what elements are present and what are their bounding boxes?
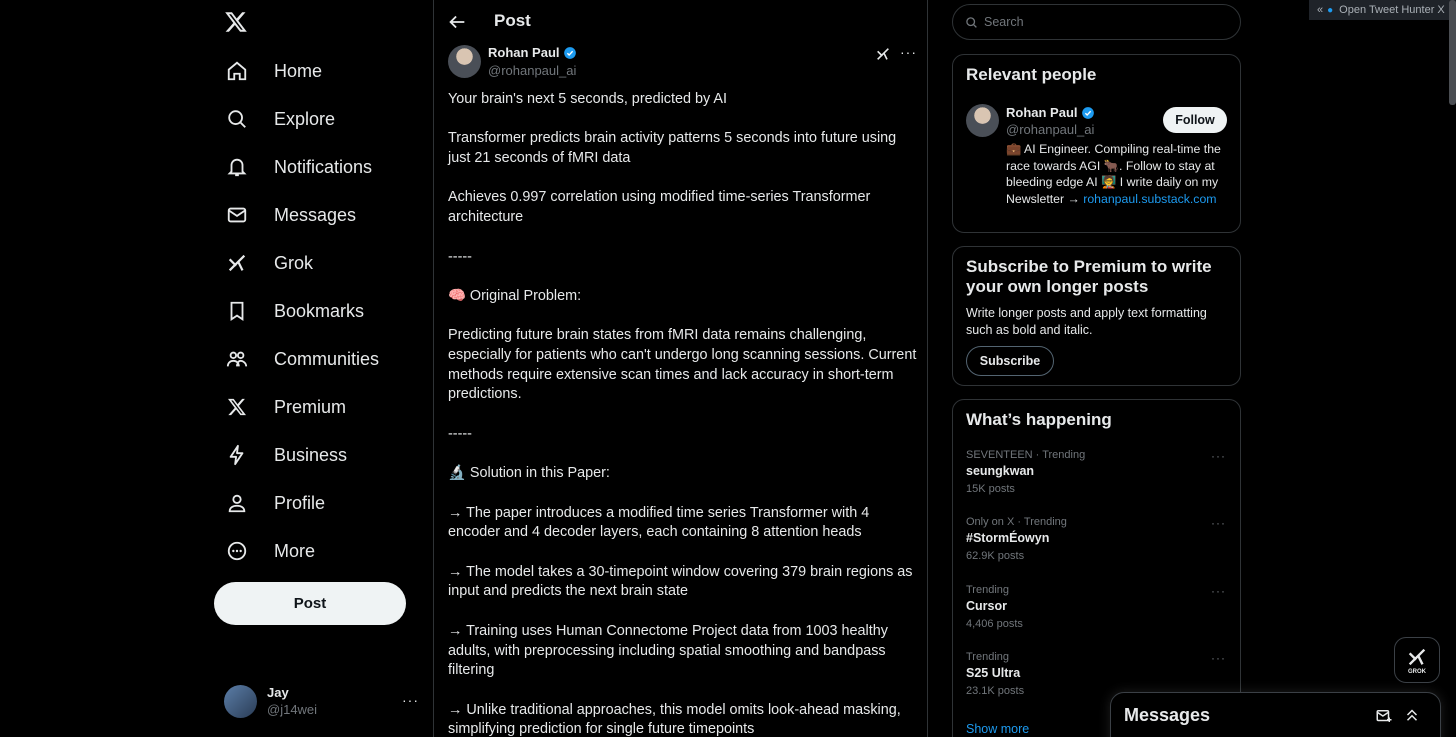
nav-label: Profile [274,492,326,513]
post-paragraph: 🧠 Original Problem: [448,287,582,304]
person-name[interactable] [1006,105,1095,120]
more-circle-icon [224,538,250,564]
post-paragraph: → The model takes a 30-timepoint window covering 379 brain regions as input and predicts the next brain state [448,563,913,600]
account-switcher[interactable] [212,680,427,722]
premium-card [952,246,1241,386]
post-header [434,0,927,42]
post-paragraph: → Training uses Human Connectome Project data from 1003 healthy adults, with preprocessing including spatial smoothing and bandpass filtering [448,622,888,679]
bio-link[interactable]: rohanpaul.substack.com [1083,191,1217,206]
trend-item[interactable] [953,516,1240,576]
avatar[interactable] [966,104,999,137]
post-paragraph: Predicting future brain states from fMRI data remains challenging, especially for patients who can't undergo long scanning sessions. Current methods require extensive scan times and lack accuracy in short-term predictions. [448,327,917,403]
trend-name: #StormÉowyn [966,531,1050,545]
more-icon[interactable]: ··· [1211,449,1226,463]
post-paragraph [448,307,918,327]
nav-explore[interactable] [212,95,347,143]
nav-more[interactable] [212,527,327,575]
post-paragraph [448,484,918,504]
nav-profile[interactable] [212,479,337,527]
post-paragraph [448,405,918,425]
post-paragraph: ----- [448,248,472,265]
post-paragraph [448,681,918,701]
trend-name: seungkwan [966,464,1035,478]
grok-floating-button[interactable] [1394,637,1440,683]
grok-icon[interactable] [875,46,891,62]
post-paragraph [448,543,918,563]
grok-icon [224,250,250,276]
person-icon [224,490,250,516]
messages-drawer[interactable] [1110,692,1441,737]
collapse-arrow-icon[interactable]: « [1317,4,1324,16]
nav-label: Bookmarks [274,300,365,321]
person-handle[interactable]: @rohanpaul_ai [1006,122,1095,137]
nav-business[interactable] [212,431,359,479]
show-more-link[interactable]: Show more [966,722,1030,736]
search-input[interactable] [952,4,1241,40]
tweet-hunter-extension-bar[interactable] [1309,0,1456,20]
envelope-icon [224,202,250,228]
follow-button[interactable]: Follow [1163,107,1227,133]
nav-premium[interactable] [212,383,358,431]
trend-meta: Trending [966,584,1010,596]
person-bio [1006,141,1232,207]
verified-badge-icon [563,46,577,60]
more-icon[interactable]: ··· [402,692,419,708]
post-paragraph: ----- [448,425,472,442]
x-logo-icon [224,394,250,420]
account-handle: @j14wei [267,702,318,717]
home-icon [224,58,250,84]
back-arrow-icon[interactable] [446,11,468,33]
whats-happening-card [952,399,1241,737]
bookmark-icon [224,298,250,324]
new-message-icon[interactable] [1375,707,1393,725]
post-paragraph: Your brain's next 5 seconds, predicted by AI [448,91,728,107]
grok-icon [1406,646,1428,668]
nav-messages[interactable] [212,191,368,239]
account-name: Jay [267,685,289,700]
trend-meta: Only on X · Trending [966,516,1067,528]
search-icon [965,16,978,29]
nav-grok[interactable] [212,239,325,287]
nav-communities[interactable] [212,335,391,383]
messages-drawer-title: Messages [1124,705,1211,725]
more-icon[interactable]: ··· [900,44,917,60]
nav-notifications[interactable] [212,143,384,191]
post-paragraph [448,602,918,622]
nav-home[interactable] [212,47,334,95]
nav-label: Notifications [274,156,373,177]
nav-label: Communities [274,348,380,369]
post-paragraph [448,169,918,189]
bird-icon: ● [1327,4,1334,16]
chevron-up-double-icon[interactable] [1403,706,1421,724]
trend-count: 15K posts [966,483,1015,495]
subscribe-button[interactable]: Subscribe [966,346,1054,376]
post-paragraph [448,110,918,130]
trend-name: Cursor [966,599,1007,613]
nav-label: More [274,540,316,561]
communities-icon [224,346,250,372]
trend-count: 4,406 posts [966,618,1023,630]
nav-label: Business [274,444,348,465]
trend-meta: SEVENTEEN · Trending [966,449,1086,461]
trend-count: 23.1K posts [966,685,1025,697]
nav-bookmarks[interactable] [212,287,376,335]
lightning-icon [224,442,250,468]
nav-label: Grok [274,252,314,273]
scrollbar-thumb[interactable] [1449,0,1456,105]
person-name-text: Rohan Paul [1006,105,1078,120]
verified-badge-icon [1081,106,1095,120]
post-paragraph: → The paper introduces a modified time series Transformer with 4 encoder and 4 decoder layers, each containing 8 attention heads [448,504,870,541]
x-logo-icon[interactable] [224,10,248,34]
author-name[interactable]: Rohan Paul [488,45,560,60]
post-paragraph [448,228,918,248]
bell-icon [224,154,250,180]
post-text [448,90,918,737]
more-icon[interactable]: ··· [1211,584,1226,598]
left-sidebar [212,0,432,737]
premium-description: Write longer posts and apply text formatting such as bold and italic. [966,306,1207,337]
card-title: Relevant people [966,65,1097,84]
nav-label: Premium [274,396,347,417]
bio-text: 💼 AI Engineer. Compiling real-time the race towards AGI 🐂. Follow to stay at bleeding edge AI 🧑‍🏫 I write daily on my Newsletter → [1006,142,1221,206]
author-handle[interactable]: @rohanpaul_ai [488,63,577,78]
page-title: Post [494,11,531,30]
nav-label: Messages [274,204,357,225]
more-icon[interactable]: ··· [1211,651,1226,665]
post-author[interactable] [448,45,577,78]
more-icon[interactable]: ··· [1211,516,1226,530]
post-paragraph: → Unlike traditional approaches, this model omits look-ahead masking, simplifying prediction for single future timepoints [448,701,901,737]
post-detail-column [433,0,928,737]
search-placeholder: Search [984,15,1024,29]
post-paragraph [448,445,918,465]
search-icon [224,106,250,132]
trend-meta: Trending [966,651,1010,663]
post-paragraph: Achieves 0.997 correlation using modified time-series Transformer architecture [448,189,871,226]
avatar [224,685,257,718]
card-title: Subscribe to Premium to write your own longer posts [966,257,1212,296]
post-paragraph [448,267,918,287]
extension-label: Open Tweet Hunter X [1339,4,1445,16]
trend-item[interactable] [953,584,1240,644]
trend-name: S25 Ultra [966,666,1021,680]
relevant-people-card [952,54,1241,233]
card-title: What’s happening [966,410,1112,429]
nav-label: Explore [274,108,336,129]
post-paragraph: 🔬 Solution in this Paper: [448,465,610,482]
trend-count: 62.9K posts [966,550,1025,562]
post-paragraph: Transformer predicts brain activity patterns 5 seconds into future using just 21 seconds of fMRI data [448,130,897,167]
trend-item[interactable] [953,449,1240,509]
nav-label: Home [274,60,323,81]
avatar[interactable] [448,45,481,78]
post-button[interactable]: Post [214,582,406,625]
right-sidebar [952,0,1242,737]
grok-label: GROK [1408,668,1426,675]
